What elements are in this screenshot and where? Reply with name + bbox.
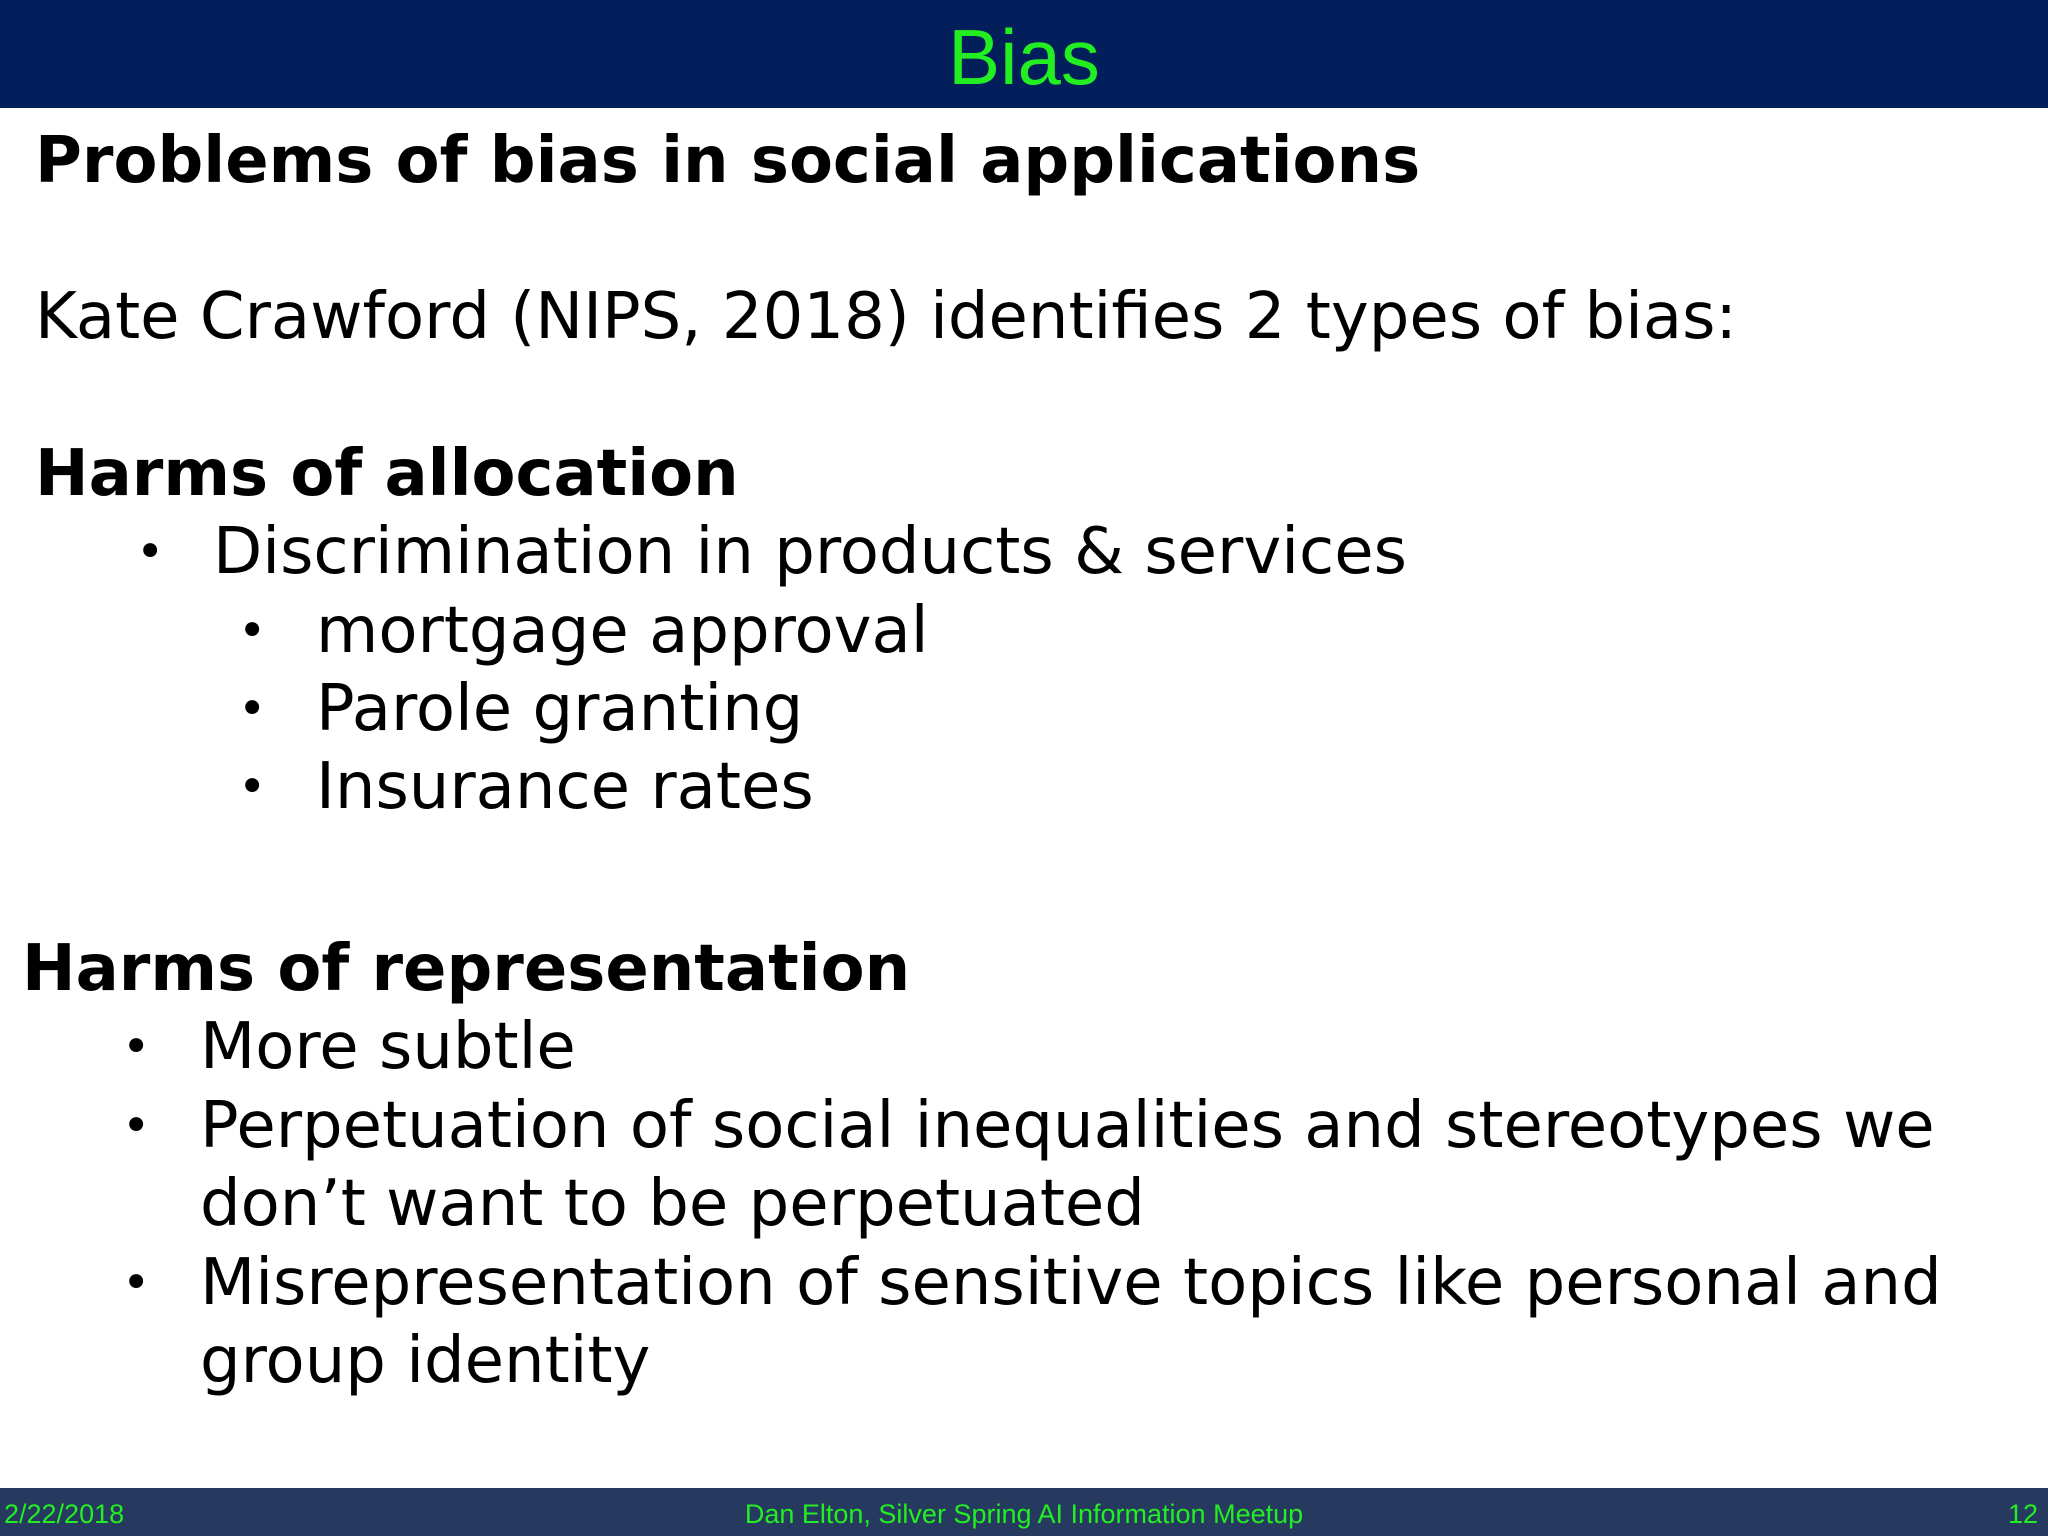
- representation-bullet: More subtle: [200, 1010, 576, 1084]
- intro-text: Kate Crawford (NIPS, 2018) identifies 2 types of bias:: [35, 280, 1737, 354]
- slide-heading: Problems of bias in social applications: [35, 124, 1421, 198]
- representation-heading: Harms of representation: [22, 932, 911, 1006]
- representation-bullet-continuation: group identity: [200, 1324, 651, 1398]
- footer-page-number: 12: [2007, 1499, 2038, 1529]
- bullet-marker: •: [122, 1098, 151, 1154]
- allocation-heading: Harms of allocation: [35, 437, 739, 511]
- footer-presenter: Dan Elton, Silver Spring AI Information Meetup: [744, 1499, 1304, 1529]
- bullet-marker: •: [238, 681, 267, 737]
- allocation-sub-bullet: mortgage approval: [316, 594, 929, 668]
- footer-date: 2/22/2018: [4, 1499, 125, 1529]
- representation-bullet: Perpetuation of social inequalities and stereotypes we: [200, 1089, 1935, 1163]
- bullet-marker: •: [136, 524, 165, 580]
- bullet-marker: •: [122, 1255, 151, 1311]
- allocation-sub-bullet: Insurance rates: [316, 750, 814, 824]
- slide-title: Bias: [948, 13, 1100, 101]
- allocation-bullet: Discrimination in products & services: [213, 515, 1407, 589]
- representation-bullet: Misrepresentation of sensitive topics like personal and: [200, 1246, 1942, 1320]
- bullet-marker: •: [238, 759, 267, 815]
- bullet-marker: •: [122, 1019, 151, 1075]
- representation-bullet-continuation: don’t want to be perpetuated: [200, 1167, 1145, 1241]
- allocation-sub-bullet: Parole granting: [316, 672, 804, 746]
- bullet-marker: •: [238, 603, 267, 659]
